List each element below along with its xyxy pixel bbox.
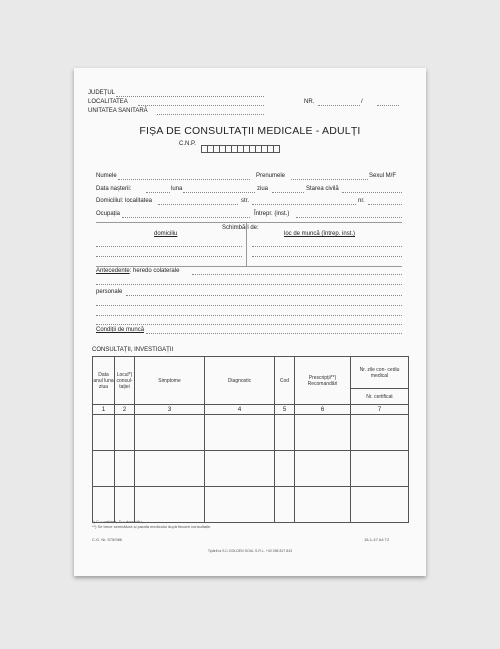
nr-year-field[interactable]: [377, 105, 399, 106]
intrep-label: Întrepr. (inst.): [254, 211, 290, 217]
ziua-field[interactable]: [272, 192, 304, 193]
cnp-boxes[interactable]: [202, 140, 280, 149]
col-cod-header: Cod: [279, 377, 290, 384]
domiciliu-label: domiciliu: [154, 231, 178, 237]
schimbari-bottom-rule: [96, 266, 402, 267]
conditii-line[interactable]: [146, 333, 402, 334]
col-data-header: Data anul luna ziua: [93, 371, 114, 390]
col-num-2: 2: [115, 405, 135, 415]
printer-info: Tipărit la S.C.GOLDEN SOUL S.R.L. +40 258 817 843: [207, 549, 293, 553]
nr-dom-field[interactable]: [368, 204, 402, 205]
col-locul-header: Locul*) consul- tației: [116, 371, 133, 390]
loc-munca-line-1[interactable]: [252, 246, 402, 247]
nr-field[interactable]: [318, 105, 360, 106]
col-num-7: 7: [351, 405, 409, 415]
col-num-5: 5: [275, 405, 295, 415]
numele-field[interactable]: [118, 179, 250, 180]
cg-number: C.G. Nr. 575/986: [92, 537, 123, 542]
sexul-label: Sexul M/F: [369, 173, 397, 179]
unitatea-field[interactable]: [157, 114, 264, 115]
localitatea-field[interactable]: [138, 105, 264, 106]
col-zile-concediu-header: Nr. zile con- cediu medical: [359, 366, 400, 379]
schimbari-label: Schimbări de:: [222, 225, 259, 231]
domiciliul-label: Domiciliul: localitatea: [96, 198, 153, 204]
col-nr-certificat-header: Nr. certificat: [366, 393, 393, 400]
prenumele-label: Prenumele: [256, 173, 286, 179]
an-field[interactable]: [146, 192, 170, 193]
domiciliu-line-2[interactable]: [96, 256, 242, 257]
localitatea-dom-field[interactable]: [158, 204, 238, 205]
nr-separator: /: [361, 99, 363, 105]
table-row[interactable]: [93, 415, 409, 451]
cnp-label: C.N.P.: [179, 141, 196, 147]
personale-label: personale: [96, 289, 123, 295]
luna-field[interactable]: [183, 192, 255, 193]
col-num-4: 4: [205, 405, 275, 415]
starea-civila-field[interactable]: [342, 192, 402, 193]
numele-label: Numele: [96, 173, 117, 179]
form-code: 18-1-47 A4 T2: [364, 537, 390, 542]
col-diagnostic-header: Diagnostic: [227, 377, 252, 384]
personale-line-1[interactable]: [126, 295, 402, 296]
col-num-6: 6: [295, 405, 351, 415]
localitatea-label: LOCALITATEA: [88, 99, 128, 105]
data-nasterii-label: Data nașterii:: [96, 186, 132, 192]
str-field[interactable]: [252, 204, 356, 205]
luna-label: luna: [171, 186, 183, 192]
loc-munca-label: loc de muncă (întrep. inst.): [284, 231, 356, 237]
judetul-label: JUDEȚUL: [88, 90, 116, 96]
personale-line-4[interactable]: [96, 324, 402, 325]
col-prescriptii-header: Prescripții**) Recomandări: [307, 374, 338, 387]
heredo-label: : heredo colaterale: [129, 268, 180, 274]
starea-civila-label: Starea civilă: [306, 186, 339, 192]
col-simptome-header: Simptome: [158, 377, 181, 384]
ocupatia-label: Ocupația: [96, 211, 121, 217]
str-label: str.: [241, 198, 250, 204]
schimbari-divider: [246, 222, 247, 266]
consult-heading: CONSULTAȚII, INVESTIGAȚII: [92, 347, 174, 353]
unitatea-label: UNITATEA SANITARĂ: [88, 108, 148, 114]
footnote-2: **) Se trece semnătura și parafa medicului după fiecare consultație.: [92, 524, 212, 529]
form-sheet: [74, 68, 426, 576]
antecedente-label: Antecedente: [96, 268, 130, 274]
form-title: FIȘA DE CONSULTAȚII MEDICALE - ADULȚI: [139, 125, 361, 137]
personale-line-3[interactable]: [96, 315, 402, 316]
prenumele-field[interactable]: [291, 179, 368, 180]
loc-munca-line-2[interactable]: [252, 256, 402, 257]
ziua-label: ziua: [257, 186, 269, 192]
col-num-1: 1: [93, 405, 115, 415]
ocupatia-field[interactable]: [122, 217, 250, 218]
personale-line-2[interactable]: [96, 305, 402, 306]
consult-table: [92, 356, 409, 523]
judetul-field[interactable]: [116, 96, 264, 97]
nr-label: NR.: [304, 99, 315, 105]
table-row[interactable]: [93, 451, 409, 487]
footnote-1: *) C = cabinet, D = domiciliu;: [92, 519, 143, 524]
domiciliu-line-1[interactable]: [96, 246, 242, 247]
conditii-label: Condiții de muncă: [96, 327, 145, 333]
col-num-3: 3: [135, 405, 205, 415]
heredo-line-1[interactable]: [192, 274, 402, 275]
heredo-line-2[interactable]: [96, 284, 402, 285]
nr-dom-label: nr.: [358, 198, 365, 204]
table-row[interactable]: [93, 487, 409, 523]
intrep-field[interactable]: [296, 217, 402, 218]
schimbari-top-rule: [96, 222, 402, 223]
cnp-digit-box[interactable]: [273, 145, 280, 153]
